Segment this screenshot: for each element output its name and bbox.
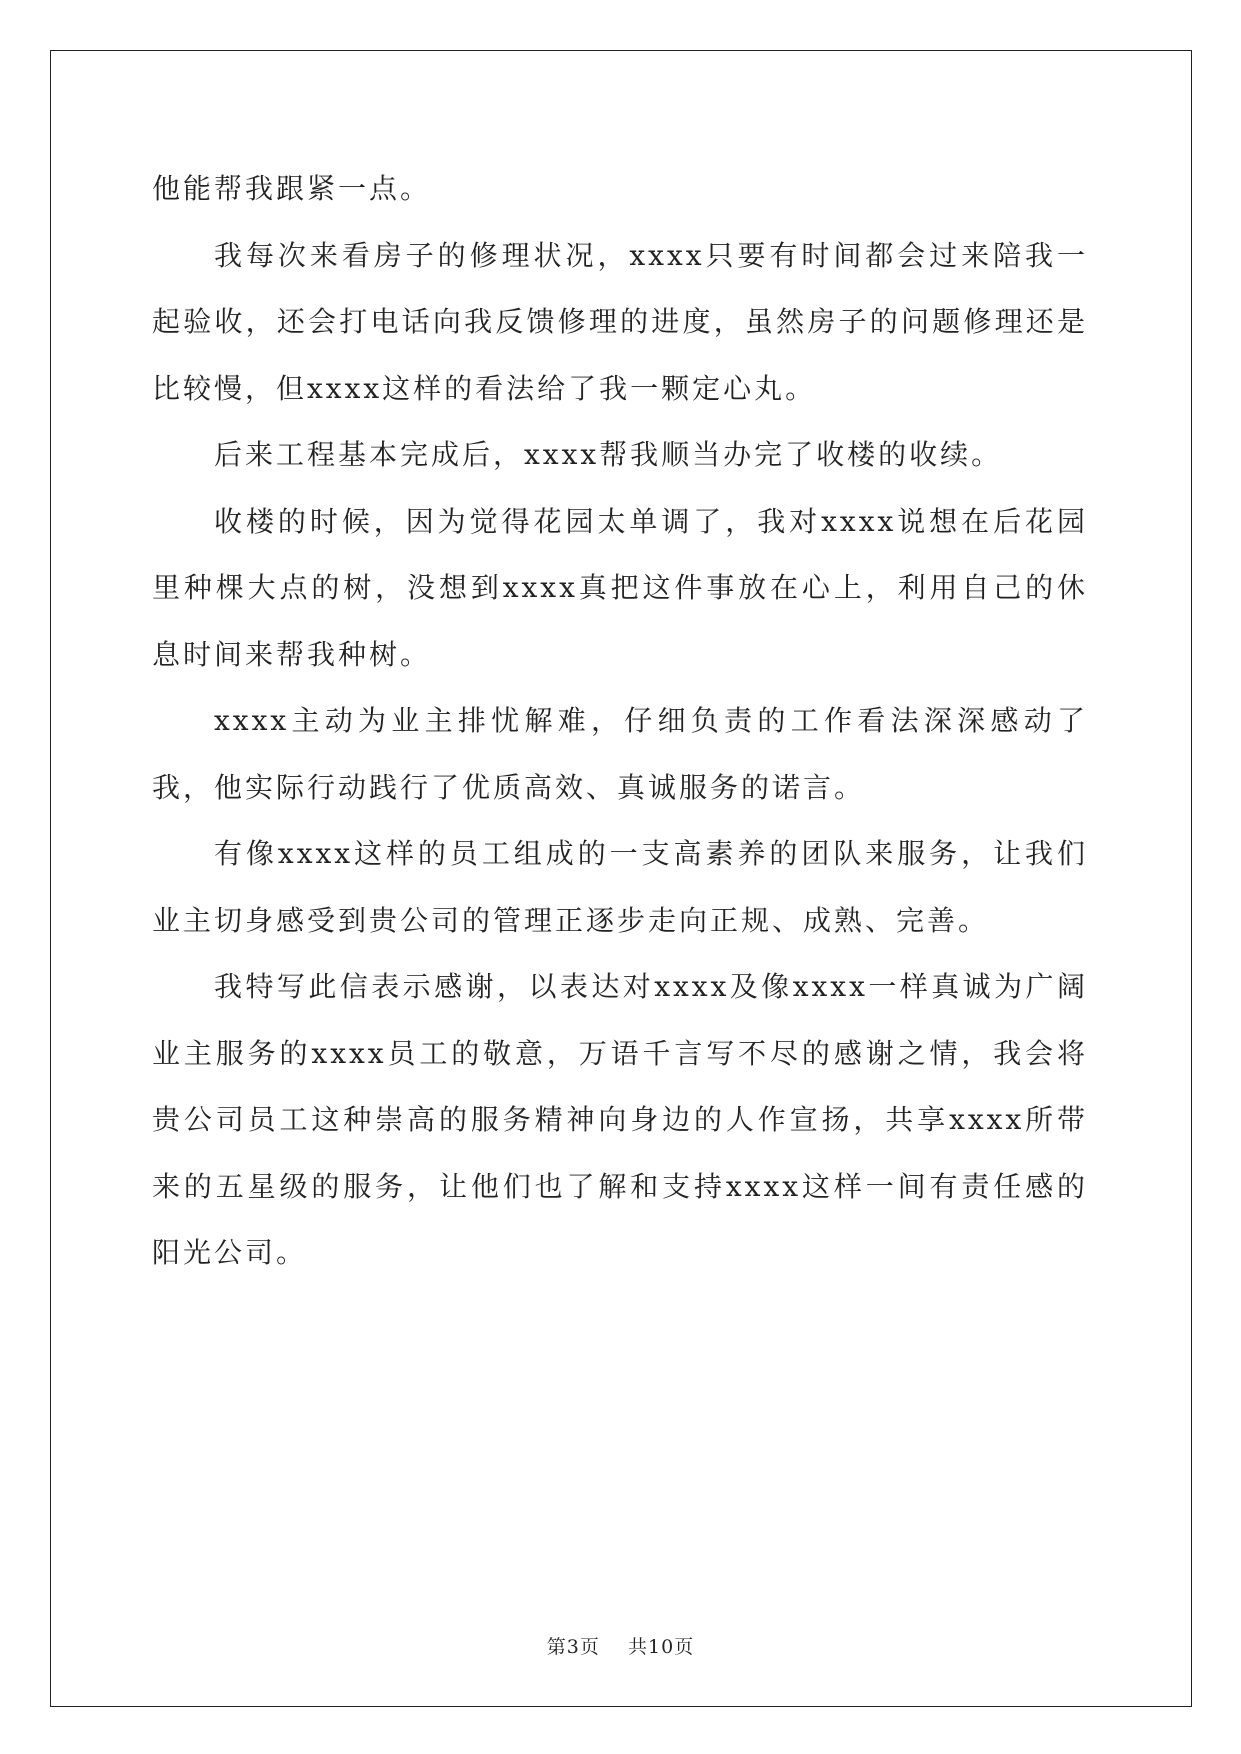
paragraph-3: 后来工程基本完成后，xxxx帮我顺当办完了收楼的收续。 <box>214 438 1003 471</box>
paragraph-7: 我特写此信表示感谢，以表达对xxxx及像xxxx一样真诚为广阔业主服务的xxxx员工的敬意，万语千言写不尽的感谢之情，我会将贵公司员工这种崇高的服务精神向身边的人作宣扬，共享xxxx所带来的五星级的服务，让他们也了解和支持xxxx这样一间有责任感的阳光公司。 <box>152 970 1088 1269</box>
paragraph-1: 他能帮我跟紧一点。 <box>152 172 432 205</box>
paragraph-6: 有像xxxx这样的员工组成的一支高素养的团队来服务，让我们业主切身感受到贵公司的管理正逐步走向正规、成熟、完善。 <box>152 837 1088 937</box>
document-body <box>152 156 1088 1287</box>
paragraph-4: 收楼的时候，因为觉得花园太单调了，我对xxxx说想在后花园里种棵大点的树，没想到xxxx真把这件事放在心上，利用自己的休息时间来帮我种树。 <box>152 504 1088 671</box>
page-total: 共10页 <box>628 1636 695 1658</box>
paragraph-2: 我每次来看房子的修理状况，xxxx只要有时间都会过来陪我一起验收，还会打电话向我反馈修理的进度，虽然房子的问题修理还是比较慢，但xxxx这样的看法给了我一颗定心丸。 <box>152 238 1088 405</box>
page-number: 第3页 <box>546 1636 600 1658</box>
paragraph-5: xxxx主动为业主排忧解难，仔细负责的工作看法深深感动了我，他实际行动践行了优质高效、真诚服务的诺言。 <box>152 704 1088 804</box>
page-footer <box>0 1632 1241 1659</box>
